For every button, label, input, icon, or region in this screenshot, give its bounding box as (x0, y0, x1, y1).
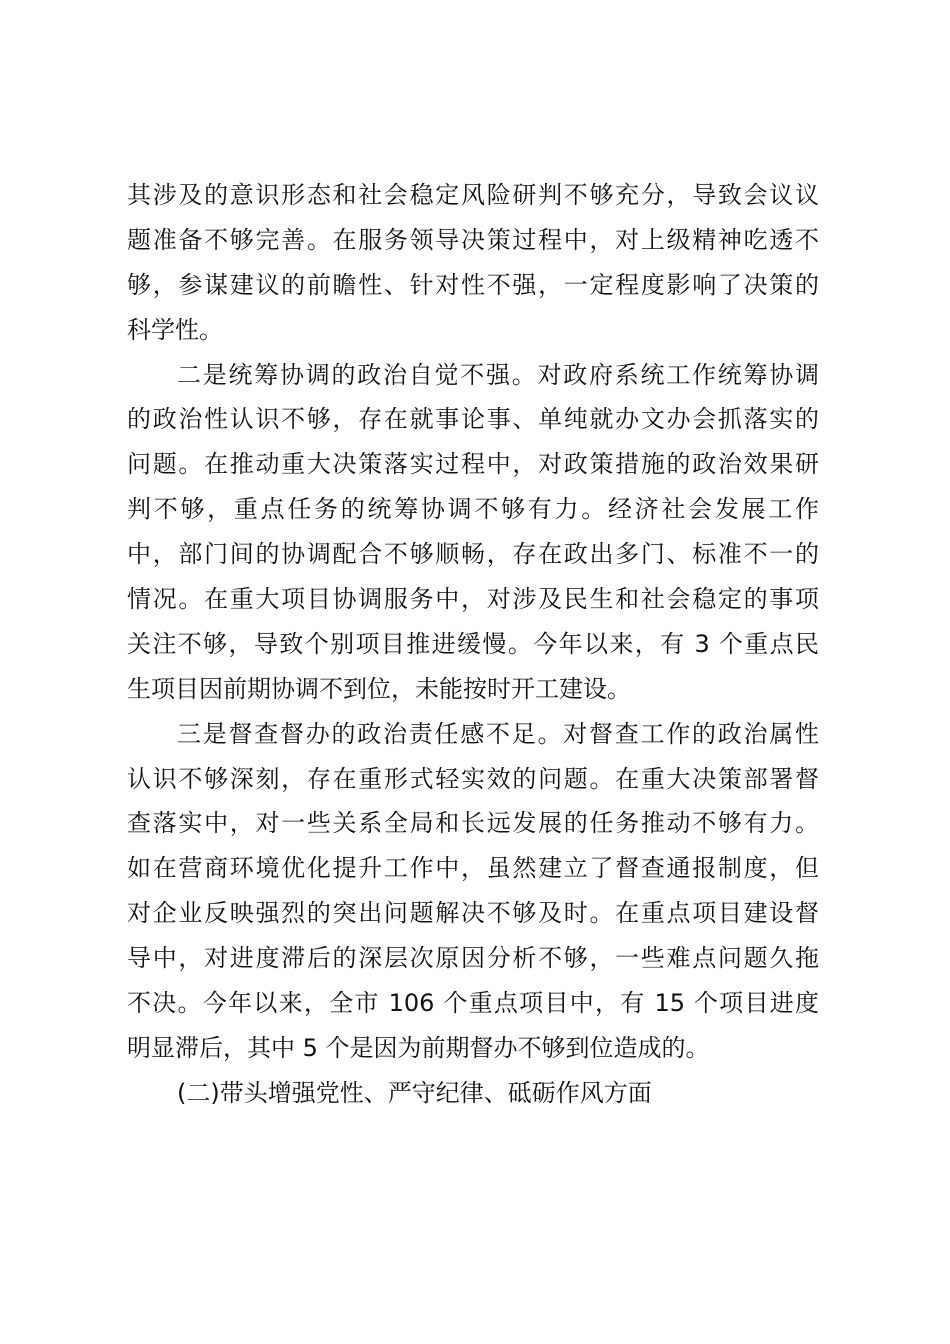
text-line: 够，参谋建议的前瞻性、针对性不强，一定程度影响了决策的 (127, 270, 819, 299)
text-line: 二是统筹协调的政治自觉不强。对政府系统工作统筹协调 (177, 360, 819, 389)
section-heading (127, 1071, 819, 1116)
text-line: 情况。在重大项目协调服务中，对涉及民生和社会稳定的事项 (127, 585, 819, 614)
text-line: 对企业反映强烈的突出问题解决不够及时。在重点项目建设督 (127, 899, 819, 928)
paragraph-3 (127, 712, 819, 1071)
text-line: 判不够，重点任务的统筹协调不够有力。经济社会发展工作 (127, 495, 819, 524)
text-line: 如在营商环境优化提升工作中，虽然建立了督查通报制度，但 (127, 854, 819, 883)
text-line: 的政治性认识不够，存在就事论事、单纯就办文办会抓落实的 (127, 405, 819, 434)
paragraph-1 (127, 173, 819, 353)
text-line: 认识不够深刻，存在重形式轻实效的问题。在重大决策部署督 (127, 764, 819, 793)
text-line: 导中，对进度滞后的深层次原因分析不够，一些难点问题久拖 (127, 944, 819, 973)
text-line: 其涉及的意识形态和社会稳定风险研判不够充分，导致会议议 (127, 181, 819, 209)
document-body (127, 173, 819, 1116)
text-line: 查落实中，对一些关系全局和长远发展的任务推动不够有力。 (127, 809, 819, 838)
text-line: 不决。今年以来，全市 106 个重点项目中，有 15 个项目进度 (127, 989, 819, 1018)
text-line: 生项目因前期协调不到位，未能按时开工建设。 (127, 674, 631, 703)
text-line: 三是督查督办的政治责任感不足。对督查工作的政治属性 (177, 719, 819, 748)
text-line: 题准备不够完善。在服务领导决策过程中，对上级精神吃透不 (127, 225, 819, 254)
text-line: 问题。在推动重大决策落实过程中，对政策措施的政治效果研 (127, 450, 819, 479)
section-heading-text: (二)带头增强党性、严守纪律、砥砺作风方面 (177, 1078, 652, 1107)
text-line: 明显滞后，其中 5 个是因为前期督办不够到位造成的。 (127, 1033, 710, 1062)
text-line: 关注不够，导致个别项目推进缓慢。今年以来，有 3 个重点民 (127, 629, 819, 658)
text-line: 科学性。 (127, 315, 223, 344)
text-line: 中，部门间的协调配合不够顺畅，存在政出多门、标准不一的 (127, 540, 819, 569)
paragraph-2 (127, 353, 819, 712)
